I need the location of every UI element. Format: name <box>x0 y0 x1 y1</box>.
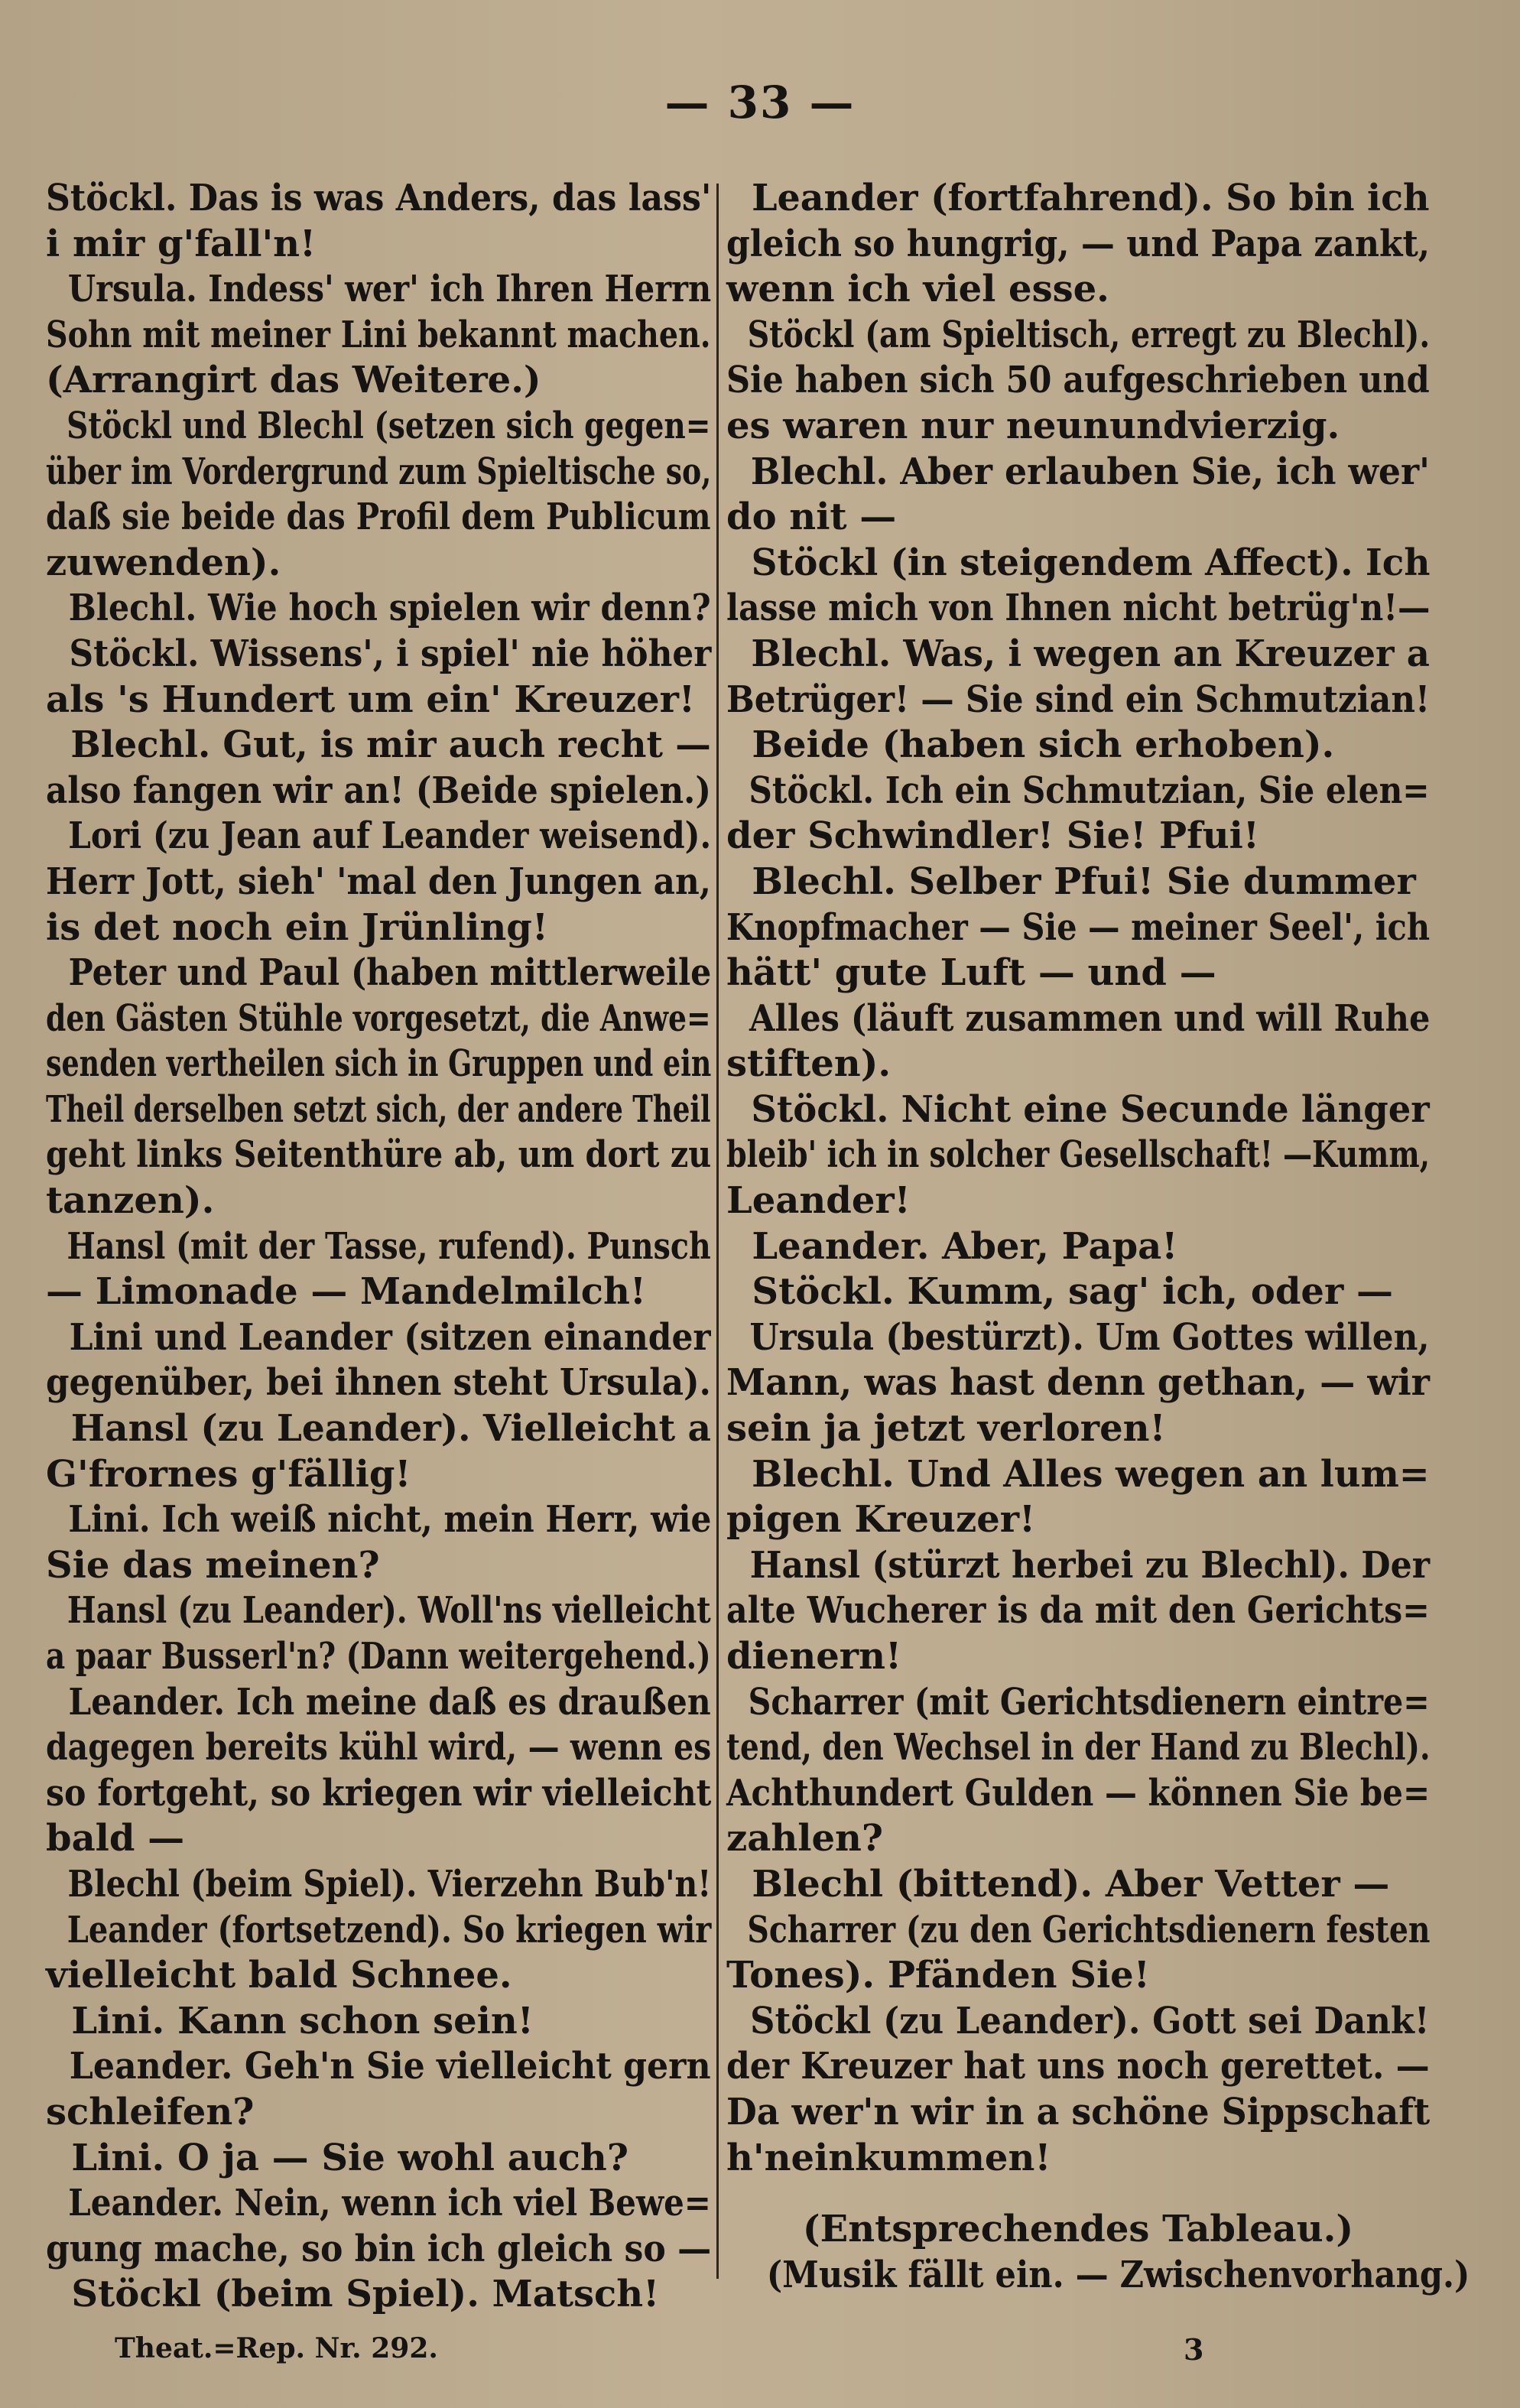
text-line: — Limonade — Mandelmilch! <box>46 1270 646 1314</box>
text-line: Hansl (stürzt herbei zu Blechl). Der <box>726 1543 1430 1587</box>
text-line: (Musik fällt ein. — Zwischenvorhang.) <box>766 2253 1470 2296</box>
text-line: daß sie beide das Profil dem Publicum <box>46 496 711 539</box>
text-line: Achthundert Gulden — können Sie be= <box>726 1771 1431 1815</box>
text-line: den Gästen Stühle vorgesetzt, die Anwe= <box>46 996 711 1040</box>
text-line: vielleicht bald Schnee. <box>46 1954 512 1997</box>
text-line: Stöckl. Nicht eine Secunde länger <box>726 1087 1430 1131</box>
text-line: Leander. Aber, Papa! <box>726 1224 1178 1268</box>
text-line: Stöckl. Wissens', i spiel' nie höher <box>46 632 712 675</box>
text-line: Hansl (zu Leander). Vielleicht a <box>46 1407 711 1451</box>
text-line: als 's Hundert um ein' Kreuzer! <box>46 678 695 721</box>
text-line: Blechl. Gut, is mir auch recht — <box>46 723 711 767</box>
text-line: senden vertheilen sich in Gruppen und ein <box>46 1042 712 1086</box>
text-line: Hansl (zu Leander). Woll'ns vielleicht <box>46 1589 711 1633</box>
text-line: Lori (zu Jean auf Leander weisend). <box>46 814 712 858</box>
text-line: Sie haben sich 50 aufgeschrieben und <box>726 359 1430 402</box>
text-line: h'neinkummen! <box>726 2136 1051 2179</box>
text-line: Stöckl (zu Leander). Gott sei Dank! <box>726 1999 1430 2042</box>
text-line: schleifen? <box>46 2090 255 2133</box>
text-line: Scharrer (mit Gerichtsdienern eintre= <box>726 1680 1430 1724</box>
text-line: tanzen). <box>46 1179 215 1223</box>
text-line: Alles (läuft zusammen und will Ruhe <box>726 996 1431 1040</box>
text-line: Stöckl. Das is was Anders, das lass' <box>46 177 712 219</box>
text-line: Blechl. Und Alles wegen an lum= <box>726 1452 1430 1496</box>
text-line: Leander. Nein, wenn ich viel Bewe= <box>46 2182 711 2225</box>
text-line: Peter und Paul (haben mittlerweile <box>46 951 712 995</box>
text-line: Ursula. Indess' wer' ich Ihren Herrn <box>46 268 712 311</box>
text-line: wenn ich viel esse. <box>726 268 1109 311</box>
text-line: Sie das meinen? <box>46 1543 380 1587</box>
text-line: Theil derselben setzt sich, der andere Theil <box>46 1087 711 1131</box>
text-line: Blechl (bittend). Aber Vetter — <box>726 1862 1390 1906</box>
text-line: zahlen? <box>726 1817 884 1860</box>
text-line: also fangen wir an! (Beide spielen.) <box>46 769 711 812</box>
left-column <box>46 176 711 2317</box>
text-line: do nit — <box>726 496 897 539</box>
text-line: dienern! <box>726 1635 902 1678</box>
text-line: gung mache, so bin ich gleich so — <box>46 2227 712 2270</box>
text-line: Leander (fortfahrend). So bin ich <box>726 177 1430 219</box>
text-line: Stöckl. Ich ein Schmutzian, Sie elen= <box>726 769 1430 812</box>
text-line: Da wer'n wir in a schöne Sippschaft <box>726 2090 1431 2133</box>
text-line: Leander. Geh'n Sie vielleicht gern <box>46 2045 711 2088</box>
text-line: Beide (haben sich erhoben). <box>726 723 1335 767</box>
text-line: i mir g'fall'n! <box>46 222 317 265</box>
text-line: gegenüber, bei ihnen steht Ursula). <box>46 1361 711 1405</box>
text-line: zuwenden). <box>46 541 281 584</box>
text-line: alte Wucherer is da mit den Gerichts= <box>726 1589 1430 1633</box>
text-line: bleib' ich in solcher Gesellschaft! —Kumm, <box>726 1133 1430 1177</box>
text-line: Ursula (bestürzt). Um Gottes willen, <box>726 1315 1430 1359</box>
text-line: Blechl. Wie hoch spielen wir denn? <box>46 587 711 630</box>
text-line: Stöckl (am Spieltisch, erregt zu Blechl). <box>726 313 1431 356</box>
text-line: Herr Jott, sieh' 'mal den Jungen an, <box>46 860 711 903</box>
text-line: dagegen bereits kühl wird, — wenn es <box>46 1726 712 1769</box>
footer-signature: Theat.=Rep. Nr. 292. <box>115 2332 438 2364</box>
text-line: a paar Busserl'n? (Dann weitergehend.) <box>46 1635 711 1678</box>
text-line: Stöckl. Kumm, sag' ich, oder — <box>726 1270 1393 1314</box>
text-line: Knopfmacher — Sie — meiner Seel', ich <box>726 905 1431 949</box>
text-line: Lini und Leander (sitzen einander <box>46 1315 711 1359</box>
text-line: gleich so hungrig, — und Papa zankt, <box>726 222 1431 265</box>
text-line: der Kreuzer hat uns noch gerettet. — <box>726 2045 1430 2088</box>
text-line: Leander. Ich meine daß es draußen <box>46 1680 711 1724</box>
text-line: Betrüger! — Sie sind ein Schmutzian! <box>726 678 1431 721</box>
text-line: so fortgeht, so kriegen wir vielleicht <box>46 1771 712 1815</box>
text-line: Lini. O ja — Sie wohl auch? <box>46 2136 628 2179</box>
text-line: der Schwindler! Sie! Pfui! <box>726 814 1259 858</box>
column-divider <box>716 184 719 2279</box>
text-line: Scharrer (zu den Gerichtsdienern festen <box>726 1908 1431 1951</box>
text-line: pigen Kreuzer! <box>726 1498 1036 1542</box>
text-line: geht links Seitenthüre ab, um dort zu <box>46 1133 712 1177</box>
text-line: Stöckl (beim Spiel). Matsch! <box>46 2273 660 2316</box>
text-line: stiften). <box>726 1042 892 1086</box>
text-line: Tones). Pfänden Sie! <box>726 1954 1150 1997</box>
text-line: sein ja jetzt verloren! <box>726 1407 1166 1451</box>
text-line: Leander! <box>726 1179 911 1223</box>
text-line: Stöckl und Blechl (setzen sich gegen= <box>46 404 711 447</box>
text-line: Lini. Kann schon sein! <box>46 1999 534 2042</box>
text-line: bald — <box>46 1817 185 1860</box>
text-line: Blechl. Aber erlauben Sie, ich wer' <box>726 450 1431 493</box>
text-line: (Arrangirt das Weitere.) <box>46 359 541 402</box>
text-line: hätt' gute Luft — und — <box>726 951 1216 995</box>
footer-sheet-number: 3 <box>1184 2332 1204 2367</box>
text-line: Lini. Ich weiß nicht, mein Herr, wie <box>46 1498 712 1542</box>
right-column <box>726 176 1470 2317</box>
text-line: Sohn mit meiner Lini bekannt machen. <box>46 313 711 356</box>
text-line: über im Vordergrund zum Spieltische so, <box>46 450 712 493</box>
text-line: is det noch ein Jrünling! <box>46 905 548 949</box>
page-number: — 33 — <box>664 76 856 128</box>
text-line: Blechl. Was, i wegen an Kreuzer a <box>726 632 1430 675</box>
text-line: Blechl (beim Spiel). Vierzehn Bub'n! <box>46 1862 712 1906</box>
text-line: Stöckl (in steigendem Affect). Ich <box>726 541 1431 584</box>
text-line: Leander (fortsetzend). So kriegen wir <box>46 1908 712 1951</box>
text-line: (Entsprechendes Tableau.) <box>802 2208 1354 2251</box>
text-line: tend, den Wechsel in der Hand zu Blechl). <box>726 1726 1431 1769</box>
text-line: lasse mich von Ihnen nicht betrüg'n!— <box>726 587 1431 630</box>
text-line: Blechl. Selber Pfui! Sie dummer <box>726 860 1416 903</box>
text-line: Hansl (mit der Tasse, rufend). Punsch <box>46 1224 711 1268</box>
text-line: Mann, was hast denn gethan, — wir <box>726 1361 1430 1405</box>
text-line: G'frornes g'fällig! <box>46 1452 411 1496</box>
text-line: es waren nur neunundvierzig. <box>726 404 1340 447</box>
